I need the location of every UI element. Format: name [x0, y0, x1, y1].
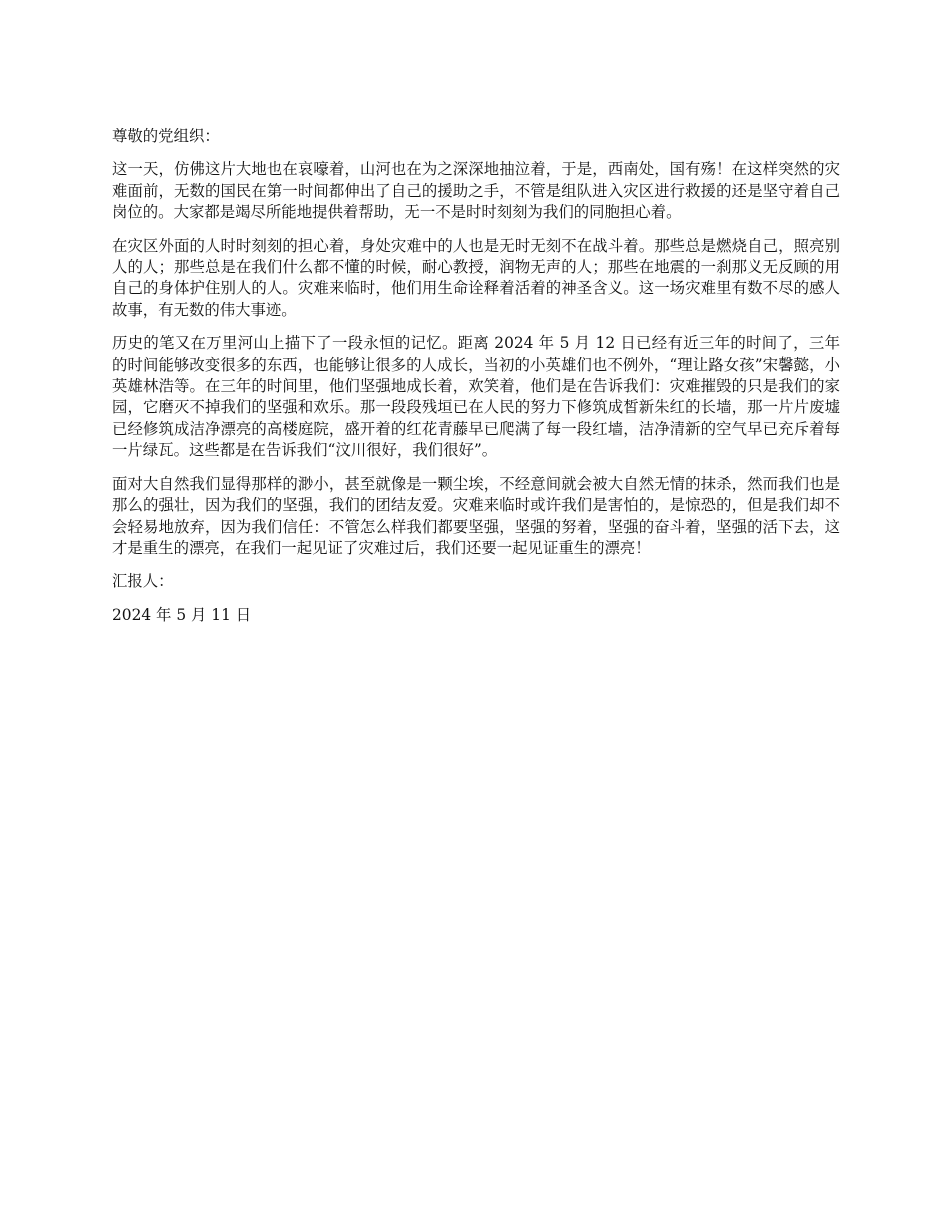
document-body — [112, 126, 840, 638]
paragraph-3: 历史的笔又在万里河山上描下了一段永恒的记忆。距离 2024 年 5 月 12 日已经有近三年的时间了，三年的时间能够改变很多的东西，也能够让很多的人成长，当初的小英雄们也不例外，“理让路女孩”宋馨懿，小英雄林浩等。在三年的时间里，他们坚强地成长着，欢笑着，他们是在告诉我们：灾难摧毁的只是我们的家园，它磨灭不掉我们的坚强和欢乐。那一段段残垣已在人民的努力下修筑成皙新朱红的长墙，那一片片废墟已经修筑成洁净漂亮的高楼庭院，盛开着的红花青藤早已爬满了每一段红墙，洁净清新的空气早已充斥着每一片绿瓦。这些都是在告诉我们“汶川很好，我们很好”。 — [112, 334, 840, 460]
paragraph-1: 这一天，仿佛这片大地也在哀嚎着，山河也在为之深深地抽泣着，于是，西南处，国有殇！在这样突然的灾难面前，无数的国民在第一时间都伸出了自己的援助之手，不管是组队进入灾区进行救援的还是坚守着自己岗位的。大家都是竭尽所能地提供着帮助，无一不是时时刻刻为我们的同胞担心着。 — [112, 160, 840, 222]
salutation: 尊敬的党组织： — [112, 127, 220, 145]
paragraph-4: 面对大自然我们显得那样的渺小，甚至就像是一颗尘埃，不经意间就会被大自然无情的抹杀，然而我们也是那么的强壮，因为我们的坚强，我们的团结友爱。灾难来临时或许我们是害怕的，是惊恐的，但是我们却不会轻易地放弃，因为我们信任：不管怎么样我们都要坚强，坚强的努着，坚强的奋斗着，坚强的活下去，这才是重生的漂亮，在我们一起见证了灾难过后，我们还要一起见证重生的漂亮！ — [112, 474, 840, 557]
signature-label: 汇报人： — [112, 572, 174, 591]
paragraph-2: 在灾区外面的人时时刻刻的担心着，身处灾难中的人也是无时无刻不在战斗着。那些总是燃烧自己，照亮别人的人；那些总是在我们什么都不懂的时候，耐心教授，润物无声的人；那些在地震的一刹那义无反顾的用自己的身体护住别人的人。灾难来临时，他们用生命诠释着活着的神圣含义。这一场灾难里有数不尽的感人故事，有无数的伟大事迹。 — [112, 236, 840, 319]
report-date: 2024 年 5 月 11 日 — [112, 605, 252, 624]
